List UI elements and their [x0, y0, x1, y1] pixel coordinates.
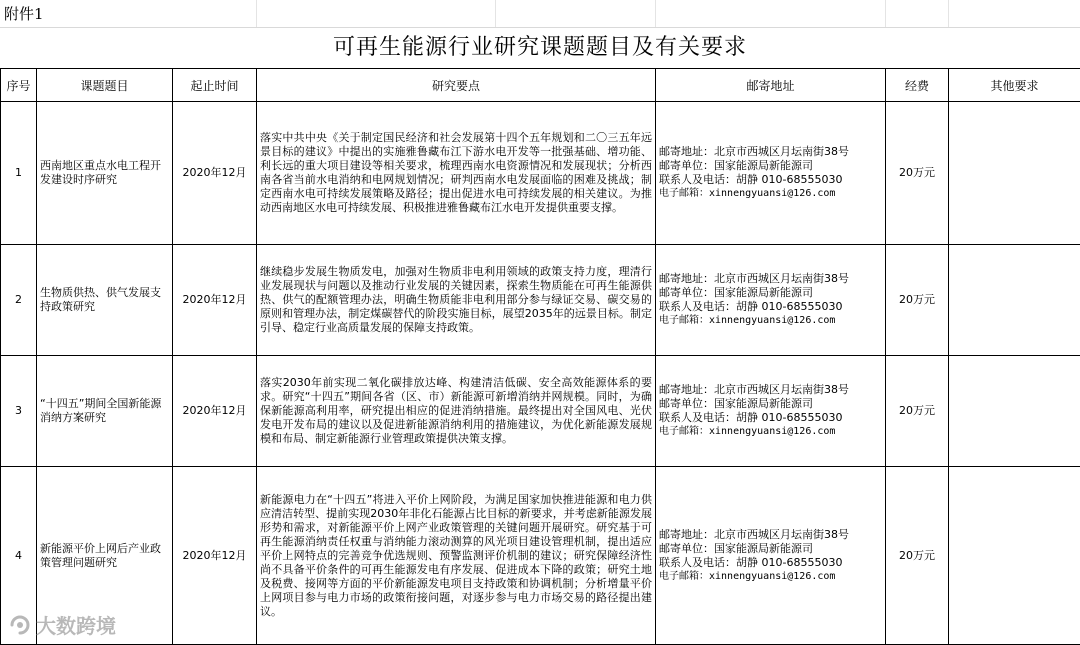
unit-line: 邮寄单位：国家能源局新能源司 — [659, 286, 813, 299]
cell-fee: 20万元 — [886, 245, 949, 356]
address-line: 邮寄地址：北京市西城区月坛南街38号 — [659, 383, 849, 396]
header-address: 邮寄地址 — [656, 69, 886, 102]
cell-address — [656, 356, 886, 467]
cell-other — [949, 356, 1080, 467]
cell-num: 1 — [1, 102, 37, 245]
cell-fee: 20万元 — [886, 102, 949, 245]
watermark-text: 大数跨境 — [36, 614, 116, 638]
unit-line: 邮寄单位：国家能源局新能源司 — [659, 397, 813, 410]
header-points: 研究要点 — [257, 69, 656, 102]
cell-topic: 生物质供热、供气发展支持政策研究 — [37, 245, 173, 356]
cell-fee: 20万元 — [886, 467, 949, 645]
cell-num: 4 — [1, 467, 37, 645]
document-title: 可再生能源行业研究课题题目及有关要求 — [332, 35, 747, 60]
header-fee: 经费 — [886, 69, 949, 102]
cell-address — [656, 467, 886, 645]
grid-line — [655, 0, 656, 27]
topics-table — [0, 68, 1080, 645]
cell-topic: 西南地区重点水电工程开发建设时序研究 — [37, 102, 173, 245]
email-line: 电子邮箱：xinnengyuansi@126.com — [659, 570, 836, 582]
header-time: 起止时间 — [173, 69, 257, 102]
cell-other — [949, 102, 1080, 245]
email-line: 电子邮箱：xinnengyuansi@126.com — [659, 188, 836, 199]
cell-other — [949, 245, 1080, 356]
cell-num: 2 — [1, 245, 37, 356]
cell-topic: 新能源平价上网后产业政策管理问题研究 — [37, 467, 173, 645]
contact-line: 联系人及电话：胡静 010-68555030 — [659, 300, 843, 313]
cell-points: 继续稳步发展生物质发电，加强对生物质非电利用领域的政策支持力度，理清行业发展现状与问题以及推动行业发展的关键因素，探索生物质能在可再生能源供热、供气的配额管理办法，明确生物质能非电利用部分参与绿证交易、碳交易的原则和管理办法，制定煤碳替代的阶段实施目标，展望2035年的远景目标。制定引导、稳定行业高质量发展的保障支持政策。 — [257, 245, 656, 356]
contact-line: 联系人及电话：胡静 010-68555030 — [659, 173, 843, 186]
cell-time: 2020年12月 — [173, 356, 257, 467]
table-row — [1, 467, 1080, 645]
table-row — [1, 102, 1080, 245]
grid-line — [948, 0, 949, 27]
address-line: 邮寄地址：北京市西城区月坛南街38号 — [659, 272, 849, 285]
cell-time: 2020年12月 — [173, 245, 257, 356]
attachment-label: 附件1 — [4, 5, 44, 23]
attachment-row — [0, 0, 1080, 28]
grid-line — [256, 0, 257, 27]
email-line: 电子邮箱：xinnengyuansi@126.com — [659, 315, 836, 326]
cell-time: 2020年12月 — [173, 467, 257, 645]
header-num: 序号 — [1, 69, 37, 102]
table-row — [1, 245, 1080, 356]
unit-line: 邮寄单位：国家能源局新能源司 — [659, 159, 813, 172]
cell-address — [656, 245, 886, 356]
grid-line — [495, 0, 496, 27]
cell-points: 落实中共中央《关于制定国民经济和社会发展第十四个五年规划和二〇三五年远景目标的建议》中提出的实施雅鲁藏布江下游水电开发等一批强基础、增功能、利长远的重大项目建设等相关要求，梳理西南水电资源情况和发展现状；分析西南各省当前水电消纳和电网规划情况；研判西南水电发展面临的困难及挑战；制定西南水电可持续发展策略及路径；提出促进水电可持续发展的相关建议。为推动西南地区水电可持续发展、积极推进雅鲁藏布江水电开发提供重要支撑。 — [257, 102, 656, 245]
address-line: 邮寄地址：北京市西城区月坛南街38号 — [659, 527, 849, 541]
contact-line: 联系人及电话：胡静 010-68555030 — [659, 555, 843, 569]
cell-time: 2020年12月 — [173, 102, 257, 245]
contact-line: 联系人及电话：胡静 010-68555030 — [659, 411, 843, 424]
cell-fee: 20万元 — [886, 356, 949, 467]
cell-other — [949, 467, 1080, 645]
cell-points: 落实2030年前实现二氧化碳排放达峰、构建清洁低碳、安全高效能源体系的要求。研究“十四五”期间各省（区、市）新能源可新增消纳并网规模。同时，为确保新能源高利用率，研究提出相应的促进消纳措施。最终提出对全国风电、光伏发电开发布局的建议以及促进新能源消纳利用的措施建议，为优化新能源发展规模和布局、制定新能源行业管理政策提供决策支撑。 — [257, 356, 656, 467]
table-header-row — [1, 69, 1080, 102]
email-line: 电子邮箱：xinnengyuansi@126.com — [659, 426, 836, 437]
cell-address — [656, 102, 886, 245]
address-line: 邮寄地址：北京市西城区月坛南街38号 — [659, 145, 849, 158]
grid-line — [885, 0, 886, 27]
header-topic: 课题题目 — [37, 69, 173, 102]
table-row — [1, 356, 1080, 467]
header-other: 其他要求 — [949, 69, 1080, 102]
unit-line: 邮寄单位：国家能源局新能源司 — [659, 541, 813, 555]
brand-logo-icon — [8, 613, 32, 637]
cell-points: 新能源电力在“十四五”将进入平价上网阶段，为满足国家加快推进能源和电力供应清洁转型、提前实现2030年非化石能源占比目标的新要求，并考虑新能源发展形势和需求，对新能源平价上网产业政策管理的关键问题开展研究。研究基于可再生能源消纳责任权重与消纳能力滚动测算的风光项目建设管理机制，提出适应平价上网特点的完善竞争优选规则、预警监测评价机制的建议；研究保障经济性尚不具备平价条件的可再生能源发电有序发展、促进成本下降的政策；研究土地及税费、接网等方面的平价新能源发电项目支持政策和协调机制；分析增量平价上网项目参与电力市场的政策衔接问题，对逐步参与电力市场交易的路径提出建议。 — [257, 467, 656, 645]
watermark — [8, 610, 116, 639]
cell-num: 3 — [1, 356, 37, 467]
cell-topic: “十四五”期间全国新能源消纳方案研究 — [37, 356, 173, 467]
